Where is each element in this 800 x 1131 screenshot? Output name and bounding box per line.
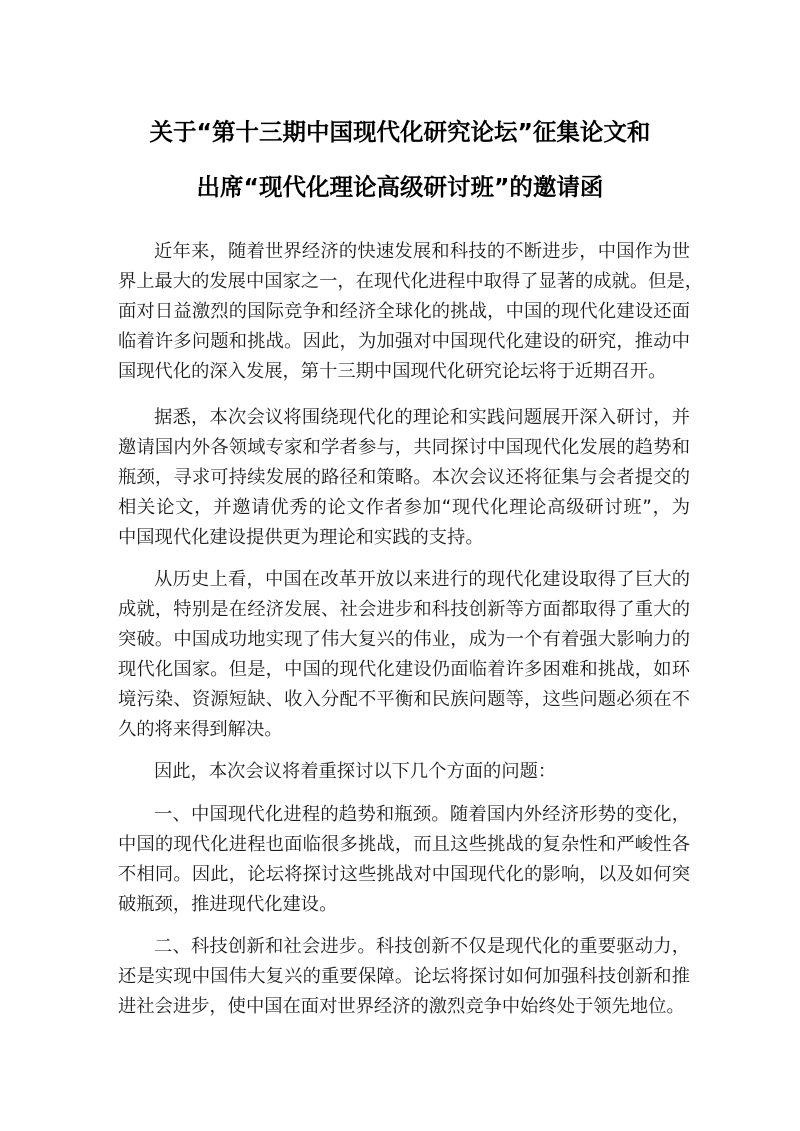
paragraph-line: 瓶颈，寻求可持续发展的路径和策略。本次会议还将征集与会者提交的 [118,467,690,488]
paragraph-line: 相关论文，并邀请优秀的论文作者参加“现代化理论高级研讨班”，为 [118,497,690,518]
paragraph-line: 临着许多问题和挑战。因此，为加强对中国现代化建设的研究，推动中 [118,331,690,352]
paragraph-line: 突破。中国成功地实现了伟大复兴的伟业，成为一个有着强大影响力的 [118,629,690,650]
paragraph-line: 久的将来得到解决。 [118,719,283,740]
paragraph-line: 不相同。因此，论坛将探讨这些挑战对中国现代化的影响，以及如何突 [118,864,690,885]
paragraph-line: 进社会进步，使中国在面对世界经济的激烈竞争中始终处于领先地位。 [118,996,685,1017]
paragraph-line: 从历史上看，中国在改革开放以来进行的现代化建设取得了巨大的 [154,569,690,590]
paragraph-line: 还是实现中国伟大复兴的重要保障。论坛将探讨如何加强科技创新和推 [118,966,690,987]
paragraph-line: 一、中国现代化进程的趋势和瓶颈。随着国内外经济形势的变化， [154,804,690,825]
document-title-line-2: 出席“现代化理论高级研讨班”的邀请函 [196,173,604,201]
paragraph-line: 界上最大的发展中国家之一，在现代化进程中取得了显著的成就。但是， [118,271,703,292]
paragraph-line: 国现代化的深入发展，第十三期中国现代化研究论坛将于近期召开。 [118,361,667,382]
paragraph-line: 现代化国家。但是，中国的现代化建设仍面临着许多困难和挑战，如环 [118,659,690,680]
paragraph-line: 因此，本次会议将着重探讨以下几个方面的问题： [154,761,557,782]
paragraph-topic-2 [118,932,690,1022]
paragraph-history [118,565,690,745]
paragraph-conference [118,403,690,553]
paragraph-intro [118,237,703,387]
paragraph-line: 破瓶颈，推进现代化建设。 [118,894,338,915]
paragraph-line: 中国现代化建设提供更为理论和实践的支持。 [118,527,484,548]
paragraph-line: 二、科技创新和社会进步。科技创新不仅是现代化的重要驱动力， [154,936,690,957]
paragraph-line: 成就，特别是在经济发展、社会进步和科技创新等方面都取得了重大的 [118,599,690,620]
paragraph-line: 境污染、资源短缺、收入分配不平衡和民族问题等，这些问题必须在不 [118,689,690,710]
paragraph-line: 邀请国内外各领域专家和学者参与，共同探讨中国现代化发展的趋势和 [118,437,690,458]
paragraph-line: 据悉，本次会议将围绕现代化的理论和实践问题展开深入研讨，并 [154,407,690,428]
paragraph-topics-intro [118,757,690,787]
paragraph-line: 中国的现代化进程也面临很多挑战，而且这些挑战的复杂性和严峻性各 [118,834,690,855]
paragraph-topic-1 [118,800,690,920]
document-title-line-1: 关于“第十三期中国现代化研究论坛”征集论文和 [149,118,651,146]
paragraph-line: 近年来，随着世界经济的快速发展和科技的不断进步，中国作为世 [154,241,690,262]
paragraph-line: 面对日益激烈的国际竞争和经济全球化的挑战，中国的现代化建设还面 [118,301,690,322]
